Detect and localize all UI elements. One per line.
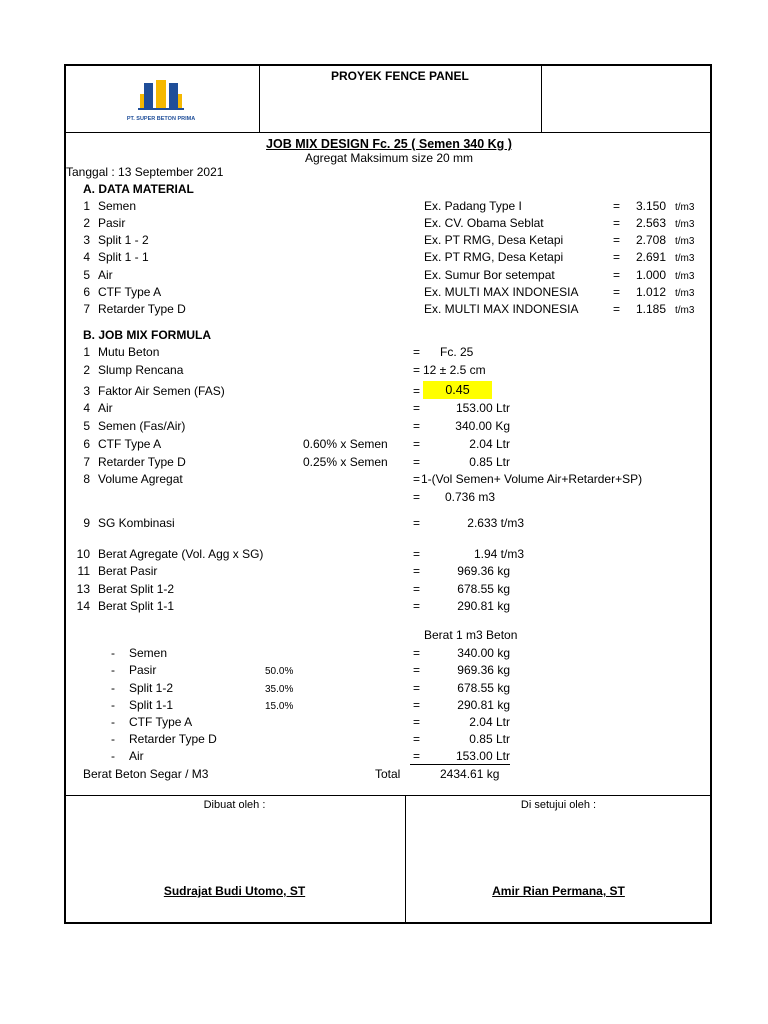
formula-value: 1-(Vol Semen+ Volume Air+Retarder+SP) — [421, 472, 643, 486]
section-a-title: A. DATA MATERIAL — [83, 182, 194, 196]
row-number: 1 — [83, 345, 90, 359]
equals-sign: = — [413, 663, 421, 677]
specific-gravity: 1.185 — [635, 302, 666, 316]
equals-sign: = — [413, 419, 421, 433]
row-number: 3 — [83, 384, 90, 398]
total-value: 2434.61 kg — [440, 767, 500, 781]
document-subtitle: Agregat Maksimum size 20 mm — [304, 151, 474, 165]
row-number: 14 — [76, 599, 90, 613]
header-col-divider-1 — [259, 64, 260, 132]
formula-label: Volume Agregat — [98, 472, 183, 486]
row-number: 5 — [83, 419, 90, 433]
row-number: 7 — [83, 302, 90, 316]
signature-divider — [64, 795, 712, 796]
made-by-label: Dibuat oleh : — [203, 799, 266, 811]
equals-sign: = — [413, 547, 421, 561]
row-number: 2 — [83, 216, 90, 230]
formula-label: Mutu Beton — [98, 345, 160, 359]
formula-value: 0.736 m3 — [445, 490, 496, 504]
formula-label: SG Kombinasi — [98, 516, 175, 530]
project-title: PROYEK FENCE PANEL — [331, 69, 469, 83]
approved-by-label: Di setujui oleh : — [520, 799, 597, 811]
equals-sign: = — [413, 384, 421, 398]
header-col-divider-2 — [541, 64, 542, 132]
equals-sign: = — [413, 715, 421, 729]
material-name: Retarder Type D — [98, 302, 186, 316]
material-name: Pasir — [98, 216, 126, 230]
summary-label: Semen — [129, 646, 168, 660]
unit: t/m3 — [675, 236, 695, 247]
unit: t/m3 — [675, 219, 695, 230]
summary-label: Split 1-2 — [129, 681, 174, 695]
unit: t/m3 — [675, 305, 695, 316]
formula-value: 290.81 kg — [457, 599, 510, 613]
formula-note: 0.60% x Semen — [303, 437, 388, 451]
bullet-dash: - — [111, 681, 115, 695]
document-title: JOB MIX DESIGN Fc. 25 ( Semen 340 Kg ) — [266, 137, 512, 151]
material-name: Split 1 - 2 — [98, 233, 149, 247]
approved-by-name: Amir Rian Permana, ST — [492, 884, 625, 898]
bullet-dash: - — [111, 646, 115, 660]
material-source: Ex. PT RMG, Desa Ketapi — [424, 250, 564, 264]
equals-sign: = — [413, 732, 421, 746]
date-line: Tanggal : 13 September 2021 — [66, 165, 224, 179]
summary-label: CTF Type A — [129, 715, 193, 729]
material-source: Ex. Sumur Bor setempat — [424, 268, 555, 282]
unit: t/m3 — [675, 288, 695, 299]
formula-label: Retarder Type D — [98, 455, 186, 469]
specific-gravity: 2.691 — [635, 250, 666, 264]
summary-title: Berat 1 m3 Beton — [424, 628, 518, 642]
equals-sign: = — [413, 345, 421, 359]
company-logo — [118, 80, 204, 126]
equals-sign: = — [613, 285, 621, 299]
equals-sign: = — [413, 490, 421, 504]
equals-sign: = — [613, 216, 621, 230]
formula-label: Faktor Air Semen (FAS) — [98, 384, 225, 398]
unit: t/m3 — [675, 271, 695, 282]
row-number: 4 — [83, 401, 90, 415]
summary-value: 340.00 kg — [457, 646, 510, 660]
material-source: Ex. Padang Type I — [424, 199, 522, 213]
unit: t/m3 — [675, 253, 695, 264]
total-caption: Berat Beton Segar / M3 — [83, 767, 209, 781]
equals-sign: = — [613, 302, 621, 316]
equals-sign: = — [613, 268, 621, 282]
row-number: 5 — [83, 268, 90, 282]
specific-gravity: 3.150 — [635, 199, 666, 213]
summary-percent: 15.0% — [265, 701, 294, 712]
bullet-dash: - — [111, 749, 115, 763]
formula-label: Berat Pasir — [98, 564, 158, 578]
equals-sign: = — [413, 646, 421, 660]
summary-percent: 35.0% — [265, 684, 294, 695]
formula-value: 2.04 Ltr — [469, 437, 510, 451]
sum-underline — [410, 764, 510, 765]
formula-label: Berat Split 1-2 — [98, 582, 175, 596]
summary-value: 290.81 kg — [457, 698, 510, 712]
row-number: 4 — [83, 250, 90, 264]
summary-value: 2.04 Ltr — [469, 715, 510, 729]
equals-sign: = — [413, 401, 421, 415]
row-number: 2 — [83, 363, 90, 377]
material-name: Split 1 - 1 — [98, 250, 149, 264]
bullet-dash: - — [111, 663, 115, 677]
equals-sign: = — [413, 749, 421, 763]
unit: t/m3 — [675, 202, 695, 213]
equals-sign: = — [413, 599, 421, 613]
formula-value: 678.55 kg — [457, 582, 510, 596]
header-divider — [64, 132, 712, 133]
material-source: Ex. CV. Obama Seblat — [424, 216, 544, 230]
equals-sign: = — [413, 698, 421, 712]
equals-sign: = — [413, 681, 421, 695]
row-number: 7 — [83, 455, 90, 469]
row-number: 11 — [77, 564, 90, 578]
equals-sign: = — [413, 516, 421, 530]
formula-label: Berat Agregate (Vol. Agg x SG) — [98, 547, 264, 561]
row-number: 1 — [83, 199, 90, 213]
formula-value: 0.85 Ltr — [469, 455, 510, 469]
equals-sign: = — [413, 363, 421, 377]
formula-label: Air — [98, 401, 113, 415]
formula-note: 0.25% x Semen — [303, 455, 388, 469]
formula-value: 340.00 Kg — [455, 419, 510, 433]
summary-label: Retarder Type D — [129, 732, 217, 746]
formula-value: Fc. 25 — [440, 345, 474, 359]
equals-sign: = — [413, 437, 421, 451]
total-label: Total — [375, 767, 401, 781]
row-number: 6 — [83, 285, 90, 299]
formula-value: 2.633 t/m3 — [467, 516, 524, 530]
equals-sign: = — [613, 250, 621, 264]
summary-value: 153.00 Ltr — [455, 749, 510, 763]
bullet-dash: - — [111, 715, 115, 729]
summary-percent: 50.0% — [265, 666, 294, 677]
material-name: Air — [98, 268, 113, 282]
row-number: 13 — [76, 582, 90, 596]
formula-value: 1.94 t/m3 — [473, 547, 524, 561]
equals-sign: = — [613, 233, 621, 247]
formula-value-highlighted: 0.45 — [423, 381, 492, 399]
material-name: Semen — [98, 199, 137, 213]
row-number: 3 — [83, 233, 90, 247]
equals-sign: = — [613, 199, 621, 213]
summary-value: 969.36 kg — [457, 663, 510, 677]
material-name: CTF Type A — [98, 285, 162, 299]
specific-gravity: 1.012 — [635, 285, 666, 299]
material-source: Ex. MULTI MAX INDONESIA — [424, 302, 579, 316]
summary-label: Split 1-1 — [129, 698, 174, 712]
formula-label: Semen (Fas/Air) — [98, 419, 186, 433]
specific-gravity: 1.000 — [635, 268, 666, 282]
equals-sign: = — [413, 472, 421, 486]
formula-label: CTF Type A — [98, 437, 162, 451]
signature-col-divider — [405, 795, 406, 924]
row-number: 9 — [83, 516, 90, 530]
material-source: Ex. PT RMG, Desa Ketapi — [424, 233, 564, 247]
formula-value: 969.36 kg — [457, 564, 510, 578]
equals-sign: = — [413, 455, 421, 469]
equals-sign: = — [413, 582, 421, 596]
summary-label: Air — [129, 749, 144, 763]
bullet-dash: - — [111, 732, 115, 746]
summary-value: 678.55 kg — [457, 681, 510, 695]
formula-value: 12 ± 2.5 cm — [423, 363, 486, 377]
specific-gravity: 2.708 — [635, 233, 666, 247]
formula-label: Berat Split 1-1 — [98, 599, 175, 613]
row-number: 8 — [83, 472, 90, 486]
row-number: 10 — [76, 547, 90, 561]
formula-label: Slump Rencana — [98, 363, 184, 377]
company-name: PT. SUPER BETON PRIMA — [126, 116, 196, 122]
summary-label: Pasir — [129, 663, 157, 677]
formula-value: 153.00 Ltr — [455, 401, 510, 415]
bullet-dash: - — [111, 698, 115, 712]
equals-sign: = — [413, 564, 421, 578]
summary-value: 0.85 Ltr — [469, 732, 510, 746]
specific-gravity: 2.563 — [635, 216, 666, 230]
section-b-title: B. JOB MIX FORMULA — [83, 328, 211, 342]
made-by-name: Sudrajat Budi Utomo, ST — [163, 884, 306, 898]
material-source: Ex. MULTI MAX INDONESIA — [424, 285, 579, 299]
row-number: 6 — [83, 437, 90, 451]
